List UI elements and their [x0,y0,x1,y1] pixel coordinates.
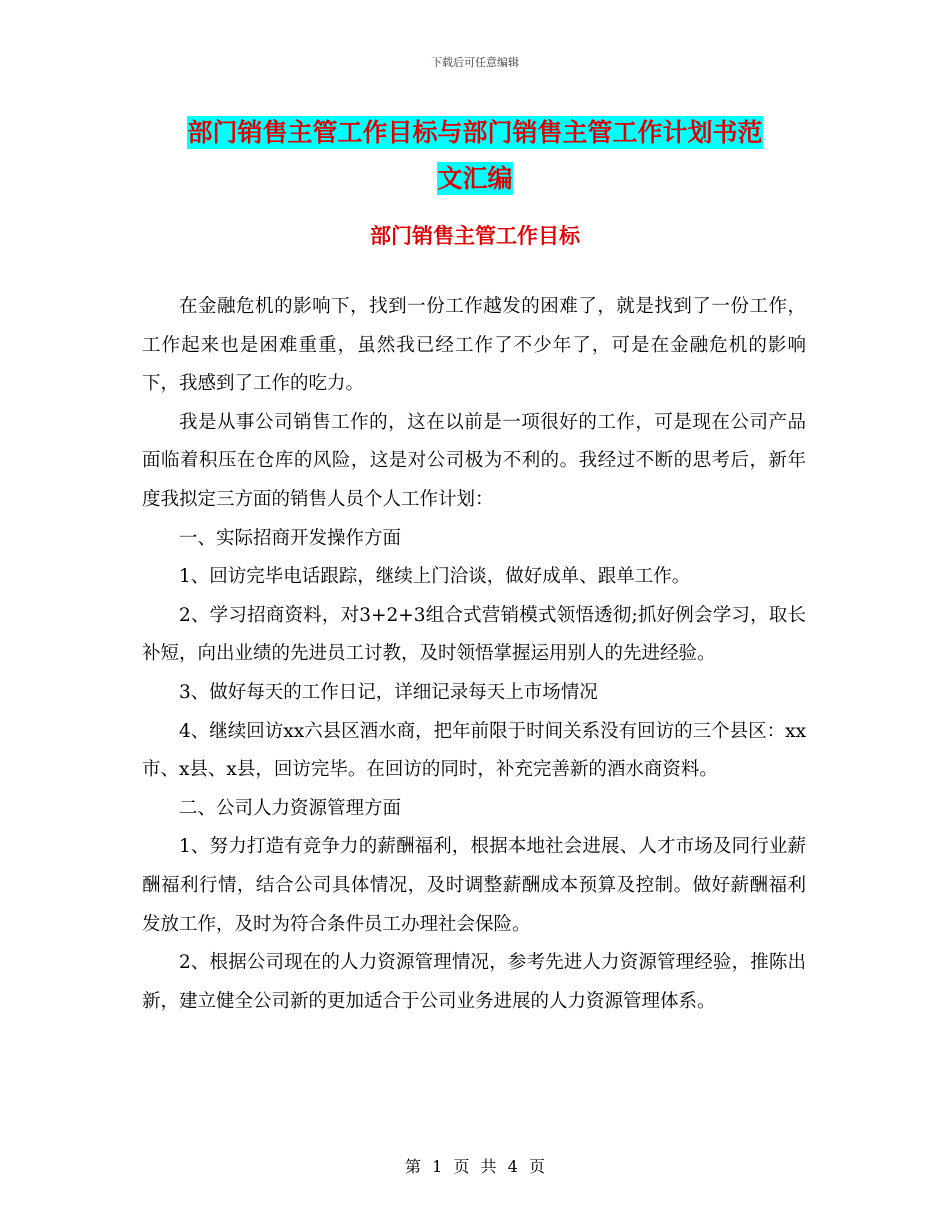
header-note: 下载后可任意编辑 [431,56,519,69]
paragraph: 3、做好每天的工作日记，详细记录每天上市场情况 [179,681,598,703]
paragraph: 4、继续回访xx六县区酒水商，把年前限于时间关系没有回访的三个县区：xx市、x县、x县，回访完毕。在回访的同时，补充完善新的酒水商资料。 [142,720,807,781]
paragraph: 1、努力打造有竞争力的薪酬福利，根据本地社会进展、人才市场及同行业薪酬福利行情，结合公司具体情况，及时调整薪酬成本预算及控制。做好薪酬福利发放工作，及时为符合条件员工办理社会保险。 [142,836,806,935]
total-pages: 4 [507,1157,518,1176]
document-title [140,110,810,202]
paragraph: 二、公司人力资源管理方面 [179,797,402,819]
page-footer [0,1154,950,1177]
section-title: 部门销售主管工作目标 [370,223,580,248]
paragraph: 2、学习招商资料，对3+2+3组合式营销模式领悟透彻;抓好例会学习，取长补短，向出业绩的先进员工讨教，及时领悟掌握运用别人的先进经验。 [142,604,806,665]
paragraph: 1、回访完毕电话跟踪，继续上门洽谈，做好成单、跟单工作。 [179,566,691,588]
paragraph: 在金融危机的影响下，找到一份工作越发的困难了，就是找到了一份工作，工作起来也是困难重重，虽然我已经工作了不少年了，可是在金融危机的影响下，我感到了工作的吃力。 [142,296,806,395]
document-body [142,288,806,1021]
paragraph: 我是从事公司销售工作的，这在以前是一项很好的工作，可是现在公司产品面临着积压在仓库的风险，这是对公司极为不利的。我经过不断的思考后，新年度我拟定三方面的销售人员个人工作计划： [142,411,806,510]
page-number: 1 [432,1157,443,1176]
title-line-1: 部门销售主管工作目标与部门销售主管工作计划书范 [187,118,763,147]
paragraph: 一、实际招商开发操作方面 [179,527,402,549]
page-label-mid1: 页 [453,1157,470,1176]
title-line-2: 文汇编 [437,164,513,193]
paragraph: 2、根据公司现在的人力资源管理情况，参考先进人力资源管理经验，推陈出新，建立健全公司新的更加适合于公司业务进展的人力资源管理体系。 [142,952,806,1012]
page-label-suffix: 页 [528,1157,545,1176]
page-label-prefix: 第 [405,1157,422,1176]
page-label-mid2: 共 [480,1157,497,1176]
